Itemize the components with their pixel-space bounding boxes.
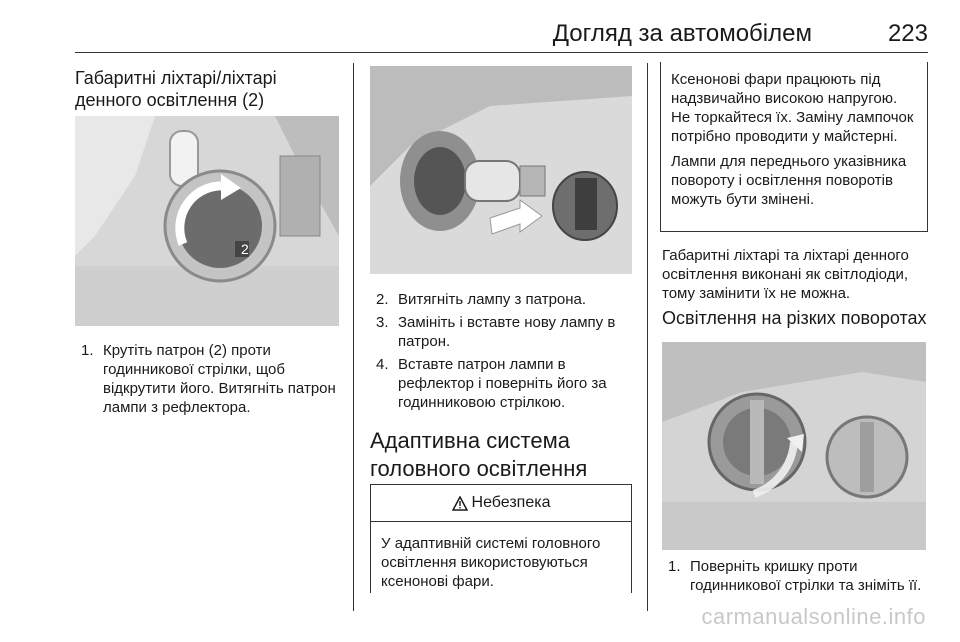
bulb-socket-photo xyxy=(75,116,339,326)
warning-text: У адаптивній системі головного освітлення використовуються ксенонові фари. xyxy=(381,535,601,590)
list-item: 3. Замініть і вставте нову лампу в патрон. xyxy=(376,314,616,350)
list-item: 4. Вставте патрон лампи в рефлектор і поверніть його за годинниковою стрілкою. xyxy=(376,356,607,411)
led-info-paragraph: Габаритні ліхтарі та ліхтарі денного освітлення виконані як світлодіоди, тому замінити їх не можна. xyxy=(662,247,909,302)
xenon-warning-continued xyxy=(660,62,928,232)
col2-steps xyxy=(370,290,636,416)
list-item: 1. Крутіть патрон (2) проти годинникової стрілки, щоб відкрутити його. Витягніть патрон лампи з рефлектора. xyxy=(81,342,336,416)
cornering-lights-heading: Освітлення на різких поворотах xyxy=(662,308,927,328)
section-title: Догляд за автомобілем xyxy=(552,20,812,47)
warning-box xyxy=(370,484,632,593)
page-number: 223 xyxy=(887,20,928,47)
column-divider-2 xyxy=(647,63,648,611)
note-paragraph: Лампи для переднього указівника повороту і освітлення поворотів можуть бути змінені. xyxy=(671,153,907,208)
bulb-replacement-photo xyxy=(370,66,632,274)
watermark: carmanualsonline.info xyxy=(701,604,926,629)
col3-steps xyxy=(662,557,930,599)
cornering-light-photo xyxy=(662,342,926,550)
list-item: 2. Витягніть лампу з патрона. xyxy=(376,291,587,308)
adaptive-lighting-heading: Адаптивна система головного освітлення xyxy=(370,428,588,481)
note-paragraph: Ксенонові фари працюють під надзвичайно високою напругою. Не торкайтеся їх. Заміну лампочок потрібно проводити у майстерні. xyxy=(671,71,914,145)
col1-steps xyxy=(75,341,343,421)
header-rule xyxy=(75,52,928,53)
parking-lights-heading: Габаритні ліхтарі/ліхтарі денного освітлення (2) xyxy=(75,68,277,110)
column-divider-1 xyxy=(353,63,354,611)
list-item: 1. Поверніть кришку проти годинникової стрілки та зніміть її. xyxy=(668,558,922,594)
warning-label: Небезпека xyxy=(471,494,551,511)
warning-header xyxy=(371,485,631,522)
image-callout-label: 2 xyxy=(241,241,249,257)
warning-triangle-icon xyxy=(452,496,468,511)
